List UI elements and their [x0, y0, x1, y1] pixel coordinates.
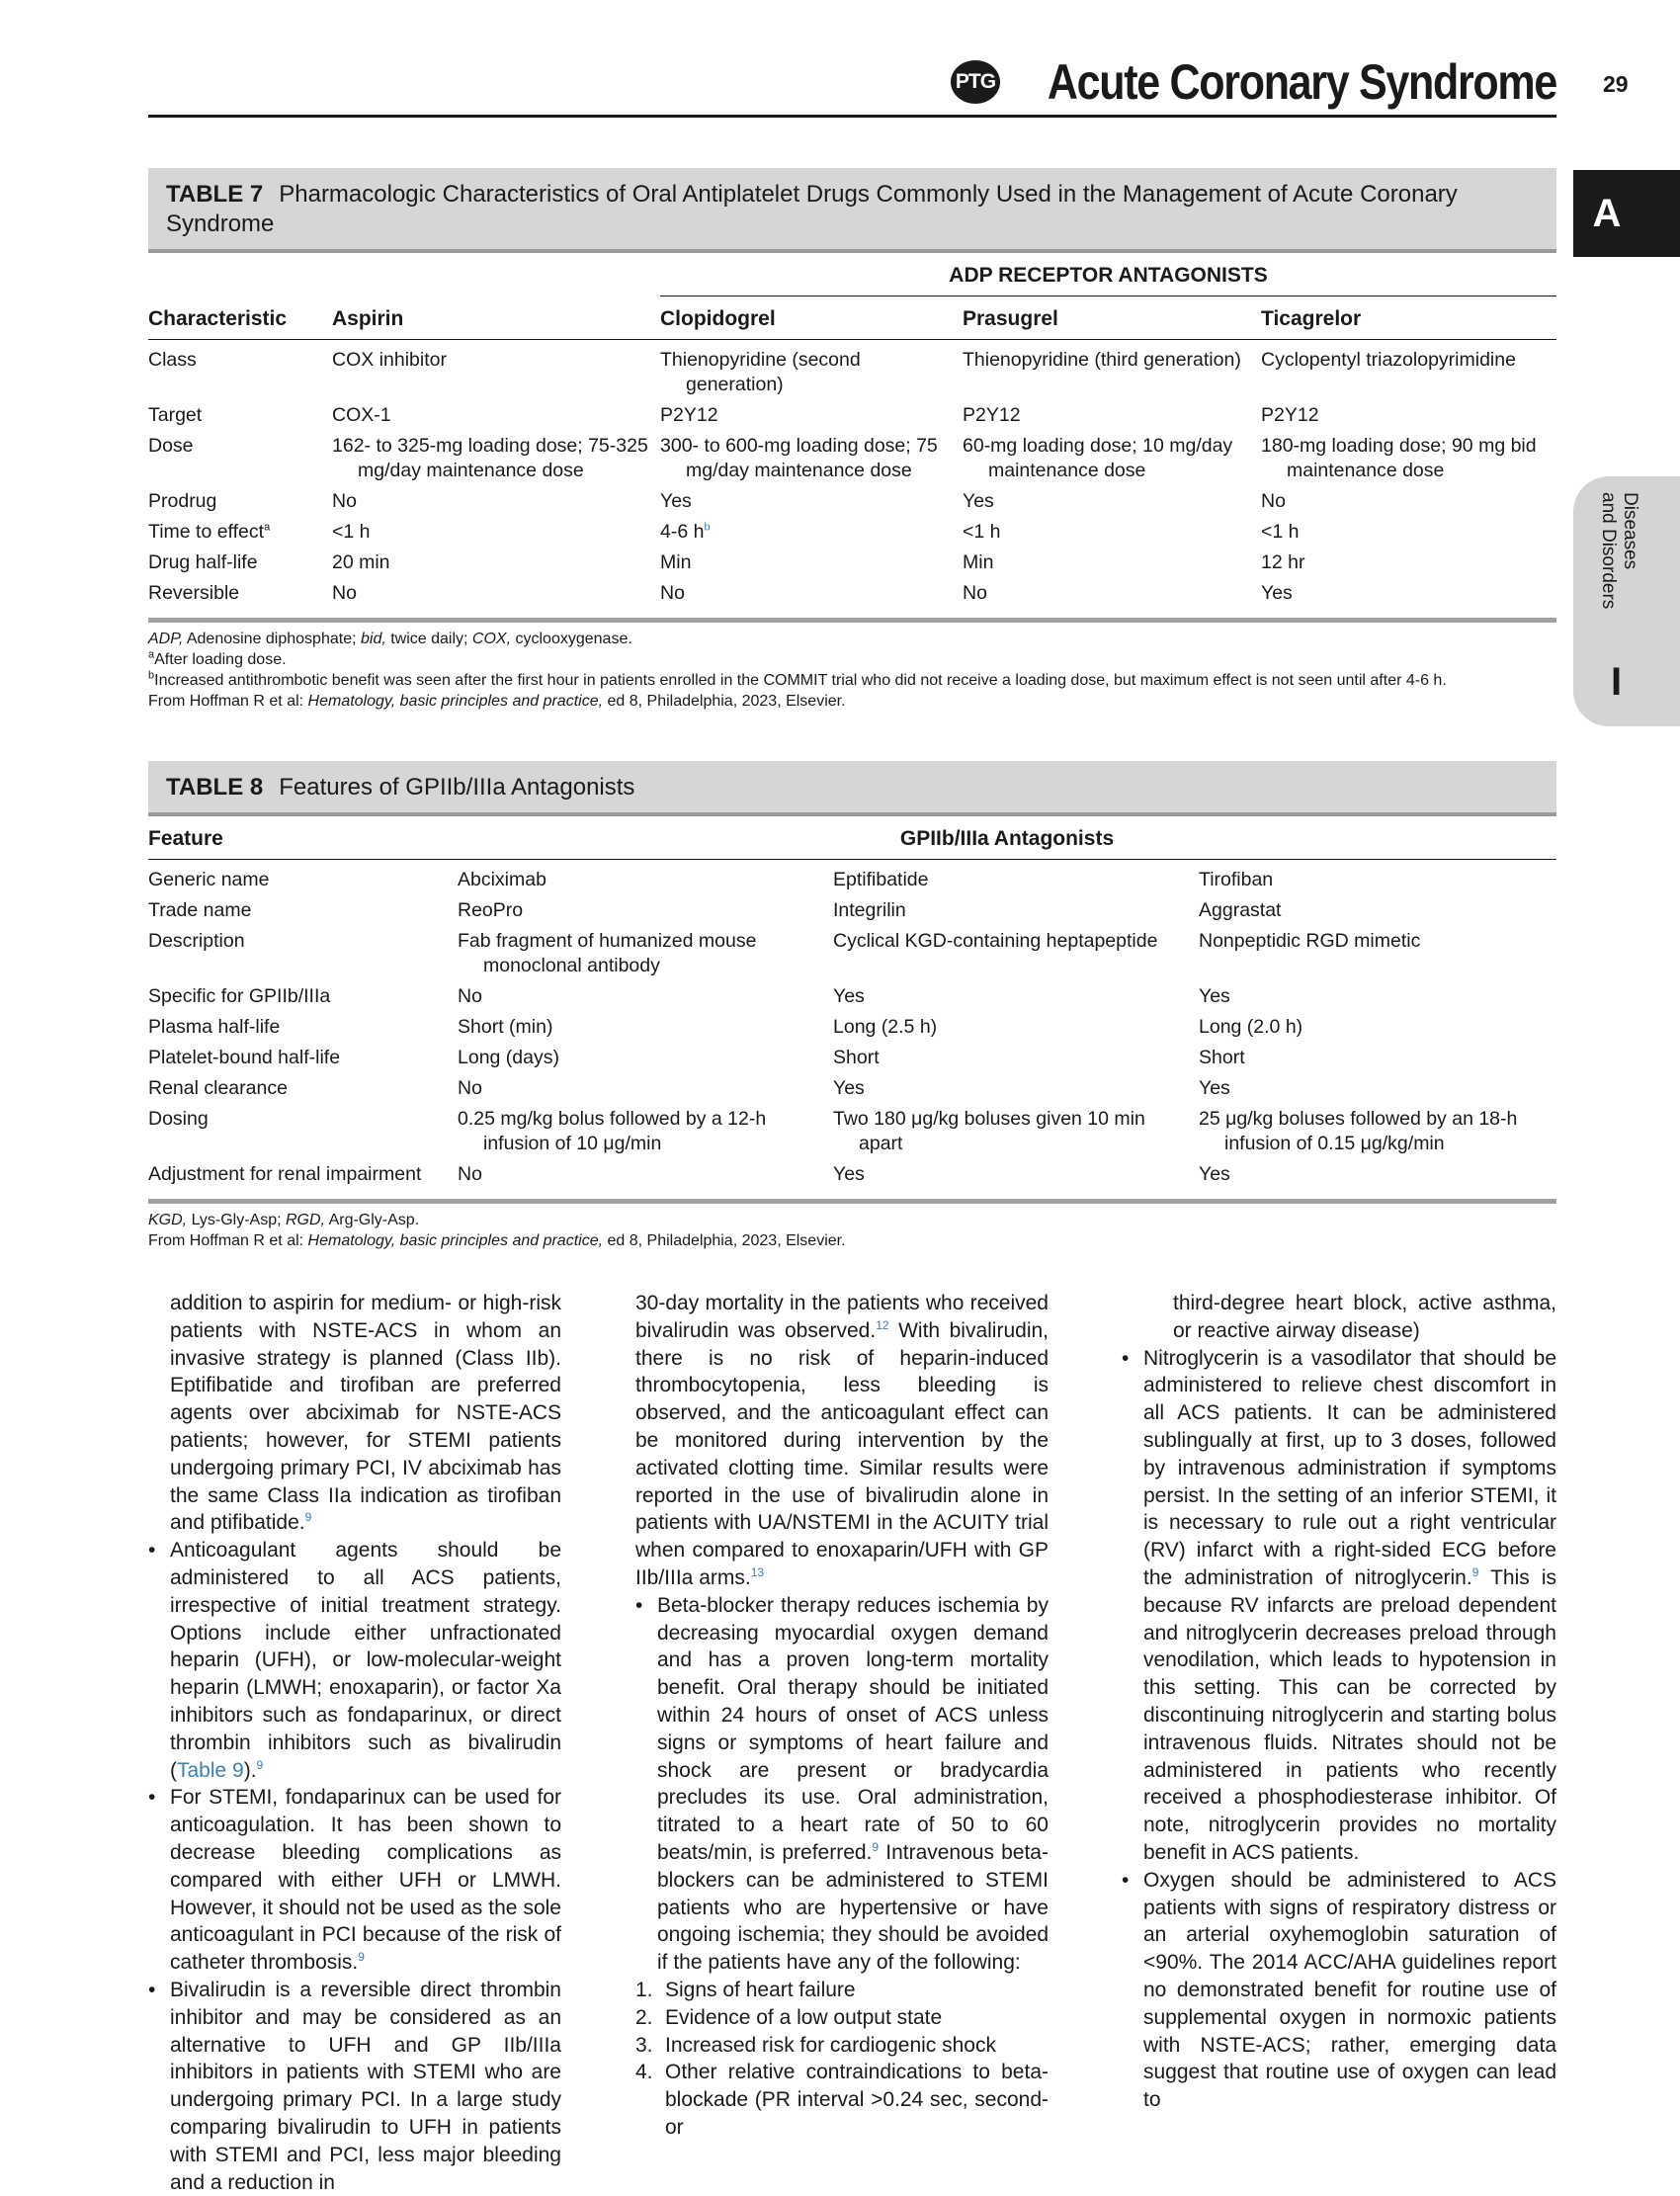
abbrev-def: Adenosine diphosphate; — [183, 631, 361, 647]
table-cell: Yes — [833, 1077, 865, 1099]
table-cell: Yes — [1199, 1077, 1230, 1099]
table-7-source — [148, 691, 1556, 712]
footnote-text: Increased antithrombotic benefit was seen after the first hour in patients enrolled in the COMMIT trial who did not receive a loading dose, but maximum effect is not seen until after 4-6 h. — [154, 672, 1447, 689]
table-cell: Short (min) — [458, 1016, 553, 1038]
footnote-marker[interactable]: b — [704, 521, 711, 534]
table-8-abbreviations — [148, 1210, 1556, 1230]
table-cell: No — [332, 490, 357, 512]
table-cell: 12 hr — [1261, 551, 1305, 573]
table-7-group-header: ADP RECEPTOR ANTAGONISTS — [660, 253, 1556, 296]
abbrev-term: ADP, — [148, 631, 184, 647]
table-cell: Prodrug — [148, 490, 217, 512]
table-cell: 25 μg/kg boluses followed by an 18-h infusion of 0.15 μg/kg/min — [1199, 1108, 1518, 1154]
table-7-title: Pharmacologic Characteristics of Oral Antiplatelet Drugs Commonly Used in the Management of Acute Coronary Syndrome — [166, 181, 1458, 237]
table-cell: Long (2.5 h) — [833, 1016, 938, 1038]
table-cell: Class — [148, 349, 197, 371]
paragraph — [1122, 1290, 1556, 1345]
table-cell: No — [660, 582, 685, 604]
table-cell: P2Y12 — [1261, 404, 1319, 426]
table-row — [148, 1013, 1556, 1044]
abbrev-term: COX, — [471, 631, 512, 647]
bullet-text: Bivalirudin is a reversible direct thrombin inhibitor and may be considered as an alternative to UFH and GP IIb/IIIa inhibitors in patients with STEMI who are undergoing primary PCI. In a large study comparing bivalirudin to UFH in patients with STEMI and PCI, less major bleeding and a reduction in — [170, 1978, 561, 2194]
header-rule — [148, 115, 1556, 118]
table-cell: <1 h — [963, 521, 1001, 543]
table-row — [148, 982, 1556, 1013]
table-row — [148, 487, 1556, 518]
table-cell: Long (days) — [458, 1047, 559, 1068]
table-cell: Yes — [1199, 985, 1230, 1007]
table-8-caption — [148, 761, 1556, 816]
table-row — [148, 896, 1556, 927]
table-7-abbreviations — [148, 629, 1556, 649]
source-title: Hematology, basic principles and practice, — [307, 1232, 604, 1249]
table-cell: Yes — [1199, 1163, 1230, 1185]
table-cell: Renal clearance — [148, 1077, 288, 1099]
bullet-text: Nitroglycerin is a vasodilator that should be administered to relieve chest discomfort in all ACS patients. It can be administered sublingually at first, up to 3 doses, followed by intravenous administration if symptoms persist. In the setting of an inferior STEMI, it is necessary to rule out a right ventricular (RV) infarct with a right-sided ECG before the administration of nitroglycerin. — [1143, 1346, 1556, 1589]
table-cell: COX-1 — [332, 404, 391, 426]
table-cell: Drug half-life — [148, 551, 258, 573]
item-number: 1. — [635, 1978, 653, 2001]
table-cell-text: 4-6 h — [660, 521, 705, 543]
reference-marker[interactable]: 9 — [872, 1839, 880, 1854]
source-title: Hematology, basic principles and practice, — [307, 693, 604, 710]
table-cell: Long (2.0 h) — [1199, 1016, 1303, 1038]
side-tab-line2: and Disorders — [1598, 492, 1619, 610]
table-cell: Thienopyridine (second generation) — [660, 349, 861, 395]
table-cell: Cyclical KGD-containing heptapeptide — [833, 930, 1158, 952]
table-7-footnote-a — [148, 649, 1556, 670]
table-cell: Dosing — [148, 1108, 209, 1130]
table-row — [148, 549, 1556, 579]
table-cell — [660, 518, 963, 549]
table-8-notes — [148, 1204, 1556, 1251]
table-cell: Cyclopentyl triazolopyrimidine — [1261, 349, 1516, 371]
table-7-grid — [148, 253, 1556, 610]
table-row — [148, 927, 1556, 982]
table-cell: 162- to 325-mg loading dose; 75-325 mg/day maintenance dose — [332, 435, 648, 481]
ptg-logo: PTG — [951, 60, 1000, 104]
table-cell: Abciximab — [458, 869, 546, 890]
table-cell: Fab fragment of humanized mouse monoclonal antibody — [458, 930, 757, 976]
table-cell: Integrilin — [833, 899, 906, 921]
numbered-item — [635, 2059, 1049, 2141]
paragraph-text: With bivalirudin, there is no risk of heparin-induced thrombocytopenia, less bleeding is observed, and the anticoagulant effect can be monitored during intervention by the activated clotting time. Similar results were reported in the use of bivalirudin alone in patients with UA/NSTEMI in the ACUITY trial when compared to enoxaparin/UFH with GP IIb/IIIa arms. — [635, 1318, 1049, 1589]
table-cell: Description — [148, 930, 245, 952]
table-7-col-header: Prasugrel — [963, 296, 1261, 340]
item-text: Evidence of a low output state — [665, 2005, 943, 2029]
table-cell: Thienopyridine (third generation) — [963, 349, 1241, 371]
table-cell-text: Time to effect — [148, 521, 265, 543]
table-7-caption — [148, 168, 1556, 253]
table-7-col-header: Aspirin — [332, 296, 660, 340]
table-7 — [148, 168, 1556, 712]
table-cell: Min — [963, 551, 994, 573]
table-cell: Adjustment for renal impairment — [148, 1163, 422, 1185]
item-number: 4. — [635, 2061, 653, 2084]
table-cell: Yes — [660, 490, 692, 512]
footnote-marker: a — [264, 521, 271, 534]
item-number: 2. — [635, 2005, 653, 2029]
table-cell: No — [963, 582, 987, 604]
table-7-col-header: Clopidogrel — [660, 296, 963, 340]
table-cell — [148, 518, 332, 549]
table-cell: Target — [148, 404, 203, 426]
table-cell: Yes — [1261, 582, 1293, 604]
table-row — [148, 340, 1556, 402]
paragraph — [148, 1290, 561, 1537]
abbrev-term: RGD, — [286, 1212, 325, 1228]
item-text: Signs of heart failure — [665, 1978, 856, 2001]
table-7-col-header: Characteristic — [148, 296, 332, 340]
table-7-notes — [148, 623, 1556, 712]
paragraph-text: 30-day mortality in the patients who received bivalirudin was observed. — [635, 1292, 1049, 1342]
footnote-text: After loading dose. — [154, 651, 287, 668]
source-text: From Hoffman R et al: — [148, 1232, 308, 1249]
table-cell: 20 min — [332, 551, 390, 573]
table-cell: Yes — [963, 490, 994, 512]
page-number: 29 — [1603, 71, 1629, 97]
numbered-item — [635, 2032, 1049, 2060]
reference-marker[interactable]: 9 — [358, 1950, 365, 1965]
table-cell: Platelet-bound half-life — [148, 1047, 341, 1068]
table-row — [148, 432, 1556, 487]
page-title: Acute Coronary Syndrome — [1047, 54, 1556, 110]
table-cell: Trade name — [148, 899, 252, 921]
table-cell: Eptifibatide — [833, 869, 929, 890]
table-8-title: Features of GPIIb/IIIa Antagonists — [279, 774, 635, 801]
table-cell: <1 h — [332, 521, 371, 543]
table-cell: 0.25 mg/kg bolus followed by a 12-h infusion of 10 μg/min — [458, 1108, 767, 1154]
item-number: 3. — [635, 2033, 653, 2057]
reference-marker[interactable]: 13 — [750, 1564, 765, 1579]
bullet-text: ). — [243, 1758, 257, 1782]
footnote-marker: b — [148, 669, 155, 682]
table-row — [148, 1074, 1556, 1105]
paragraph-text: addition to aspirin for medium- or high-risk patients with NSTE-ACS in whom an invasive strategy is planned (Class IIb). Eptifibatide and tirofiban are preferred agents over abciximab for NSTE-ACS patients; however, for STEMI patients undergoing primary PCI, IV abciximab has the same Class IIa indication as tirofiban and ptifibatide. — [170, 1292, 561, 1535]
table-row — [148, 860, 1556, 897]
table-8-source — [148, 1230, 1556, 1251]
table-row — [148, 1105, 1556, 1160]
reference-marker[interactable]: 9 — [256, 1757, 264, 1772]
bullet-text: Oxygen should be administered to ACS patients with signs of respiratory distress or an arterial oxyhemoglobin saturation of <90%. The 2014 ACC/AHA guidelines report no demonstrated benefit for routine use of supplemental oxygen in normoxic patients with NSTE-ACS; rather, emerging data suggest that routine use of oxygen can lead to — [1143, 1868, 1556, 2112]
abbrev-def: cyclooxygenase. — [511, 631, 632, 647]
body-column-2 — [635, 1290, 1049, 2142]
table-8-col-header: Feature — [148, 816, 458, 860]
item-text: Increased risk for cardiogenic shock — [665, 2033, 996, 2057]
abbrev-def: Lys-Gly-Asp; — [187, 1212, 286, 1228]
table-cell: 60-mg loading dose; 10 mg/day maintenance dose — [963, 435, 1233, 481]
reference-marker[interactable]: 9 — [304, 1510, 312, 1525]
table-cell: Short — [1199, 1047, 1245, 1068]
bullet-item — [635, 1592, 1049, 1977]
bullet-text: Intravenous beta-blockers can be administered to STEMI patients who are hypertensive or have ongoing ischemia; they should be avoided if the patients have any of the following: — [657, 1840, 1049, 1975]
table-8-grid — [148, 816, 1556, 1191]
numbered-item — [635, 2004, 1049, 2032]
abbrev-def: twice daily; — [385, 631, 472, 647]
side-tab-section-label — [1593, 492, 1640, 621]
table-cell: Dose — [148, 435, 194, 457]
table-cell: Specific for GPIIb/IIIa — [148, 985, 331, 1007]
table-cell: 180-mg loading dose; 90 mg bid maintenance dose — [1261, 435, 1537, 481]
table-row — [148, 579, 1556, 610]
item-text: Other relative contraindications to beta-blockade (PR interval >0.24 sec, second- or — [665, 2061, 1049, 2139]
bullet-text: For STEMI, fondaparinux can be used for anticoagulation. It has been shown to decrease bleeding complications as compared with either UFH or LMWH. However, it should not be used as the sole anticoagulant in PCI because of the risk of catheter thrombosis. — [170, 1786, 561, 1975]
table-cell: <1 h — [1261, 521, 1300, 543]
bullet-item — [1122, 1345, 1556, 1867]
source-text: ed 8, Philadelphia, 2023, Elsevier. — [603, 693, 846, 710]
source-text: From Hoffman R et al: — [148, 693, 308, 710]
table-9-link[interactable]: Table 9 — [177, 1758, 244, 1782]
table-cell: Aggrastat — [1199, 899, 1282, 921]
bullet-text: This is because RV infarcts are preload dependent and nitroglycerin decreases preload through venodilation, which leads to hypotension in this setting. This can be corrected by discontinuing nitroglycerin and starting bolus intravenous fluids. Nitrates should not be administered in patients who recently received a phosphodiesterase inhibitor. Of note, nitroglycerin provides no mortality benefit in ACS patients. — [1143, 1565, 1556, 1864]
paragraph-text: third-degree heart block, active asthma, or reactive airway disease) — [1173, 1292, 1556, 1342]
table-cell: P2Y12 — [963, 404, 1021, 426]
table-cell: No — [1261, 490, 1286, 512]
source-text: ed 8, Philadelphia, 2023, Elsevier. — [603, 1232, 846, 1249]
table-cell: Plasma half-life — [148, 1016, 281, 1038]
numbered-item — [635, 1977, 1049, 2004]
table-cell: Short — [833, 1047, 880, 1068]
table-cell: No — [332, 582, 357, 604]
table-cell: COX inhibitor — [332, 349, 447, 371]
side-tab-letter: A — [1573, 170, 1680, 257]
table-8 — [148, 761, 1556, 1251]
running-header — [148, 54, 1556, 118]
bullet-item — [148, 1977, 561, 2196]
table-cell: Two 180 μg/kg boluses given 10 min apart — [833, 1108, 1145, 1154]
body-column-1 — [148, 1290, 561, 2196]
abbrev-term: KGD, — [148, 1212, 188, 1228]
table-cell: ReoPro — [458, 899, 524, 921]
abbrev-term: bid, — [360, 631, 386, 647]
side-tab-roman: I — [1611, 660, 1623, 704]
table-cell: Yes — [833, 1163, 865, 1185]
side-tab-line1: Diseases — [1620, 492, 1640, 570]
table-8-group-header: GPIIb/IIIa Antagonists — [458, 816, 1556, 860]
paragraph — [635, 1290, 1049, 1592]
table-cell: 300- to 600-mg loading dose; 75 mg/day maintenance dose — [660, 435, 938, 481]
body-column-3 — [1122, 1290, 1556, 2114]
table-7-footnote-b — [148, 670, 1556, 691]
bullet-item — [148, 1784, 561, 1977]
table-cell: Generic name — [148, 869, 270, 890]
table-8-label: TABLE 8 — [166, 774, 264, 801]
table-row — [148, 518, 1556, 549]
bullet-text: Beta-blocker therapy reduces ischemia by decreasing myocardial oxygen demand and has a proven long-term mortality benefit. Oral therapy should be initiated within 24 hours of onset of ACS unless signs or symptoms of heart failure and shock are present or bradycardia precludes its use. Oral administration, titrated to a heart rate of 50 to 60 beats/min, is preferred. — [657, 1593, 1049, 1864]
table-row — [148, 1044, 1556, 1074]
table-cell: P2Y12 — [660, 404, 718, 426]
table-cell: Nonpeptidic RGD mimetic — [1199, 930, 1421, 952]
table-7-col-header: Ticagrelor — [1261, 296, 1556, 340]
table-cell: Tirofiban — [1199, 869, 1274, 890]
reference-marker[interactable]: 9 — [1471, 1564, 1479, 1579]
bullet-item — [1122, 1867, 1556, 2114]
table-cell: Yes — [833, 985, 865, 1007]
footnote-marker: a — [148, 648, 155, 661]
table-cell: Reversible — [148, 582, 240, 604]
bullet-text: Anticoagulant agents should be administered to all ACS patients, irrespective of initial treatment strategy. Options include either unfractionated heparin (UFH), or low-molecular-weight heparin (LMWH; enoxaparin), or factor Xa inhibitors such as fondaparinux, or direct thrombin inhibitors such as bivalirudin ( — [170, 1539, 561, 1782]
table-cell: No — [458, 1077, 482, 1099]
table-cell: Min — [660, 551, 692, 573]
table-7-label: TABLE 7 — [166, 181, 264, 208]
table-cell: No — [458, 1163, 482, 1185]
table-cell: No — [458, 985, 482, 1007]
table-row — [148, 1160, 1556, 1191]
abbrev-def: Arg-Gly-Asp. — [325, 1212, 420, 1228]
bullet-item — [148, 1537, 561, 1784]
reference-marker[interactable]: 12 — [876, 1317, 889, 1332]
table-row — [148, 401, 1556, 432]
